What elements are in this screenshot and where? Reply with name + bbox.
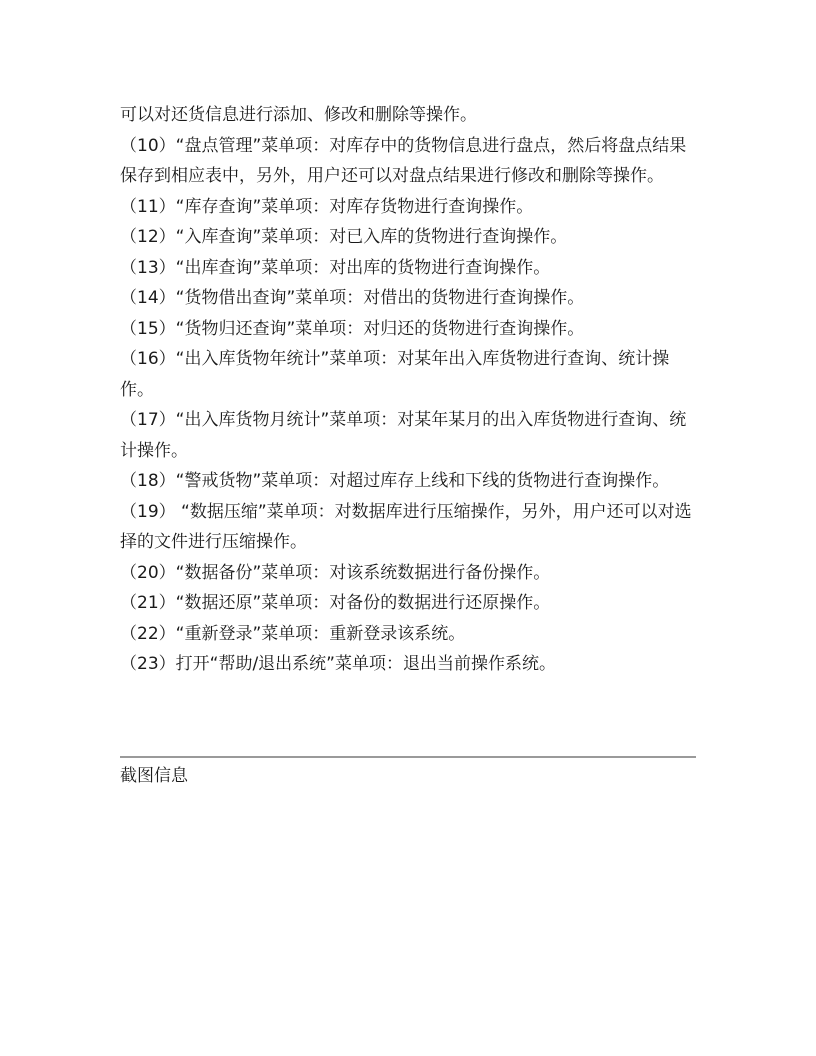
footer-caption: 截图信息 [120,766,188,786]
paragraph-item-14: （14）“货物借出查询”菜单项：对借出的货物进行查询操作。 [120,288,585,308]
paragraph-item-17: （17）“出入库货物月统计”菜单项：对某年某月的出入库货物进行查询、统计操作。 [120,410,687,461]
paragraph-item-18: （18）“警戒货物”菜单项：对超过库存上线和下线的货物进行查询操作。 [120,471,670,491]
paragraph-item-20: （20）“数据备份”菜单项：对该系统数据进行备份操作。 [120,562,551,583]
paragraph-item-15: （15）“货物归还查询”菜单项：对归还的货物进行查询操作。 [120,318,585,339]
paragraph-item-10: （10）“盘点管理”菜单项：对库存中的货物信息进行盘点，然后将盘点结果保存到相应表中，另外，用户还可以对盘点结果进行修改和删除等操作。 [120,135,687,186]
paragraph-item-23: （23）打开“帮助/退出系统”菜单项：退出当前操作系统。 [120,654,556,674]
paragraph-item-13: （13）“出库查询”菜单项：对出库的货物进行查询操作。 [120,257,551,278]
paragraph-item-22: （22）“重新登录”菜单项：重新登录该系统。 [120,623,466,644]
paragraph-item-19: （19） “数据压缩”菜单项：对数据库进行压缩操作，另外，用户还可以对选择的文件进行压缩操作。 [120,501,692,552]
paragraph-item-12: （12）“入库查询”菜单项：对已入库的货物进行查询操作。 [120,227,568,247]
document-body [120,100,698,680]
paragraph-item-16: （16）“出入库货物年统计”菜单项：对某年出入库货物进行查询、统计操作。 [120,349,670,400]
paragraph-continuation: 可以对还货信息进行添加、修改和删除等操作。 [120,105,477,125]
paragraph-item-11: （11）“库存查询”菜单项：对库存货物进行查询操作。 [120,196,534,217]
footer-divider [120,756,696,758]
paragraph-item-21: （21）“数据还原”菜单项：对备份的数据进行还原操作。 [120,593,551,613]
